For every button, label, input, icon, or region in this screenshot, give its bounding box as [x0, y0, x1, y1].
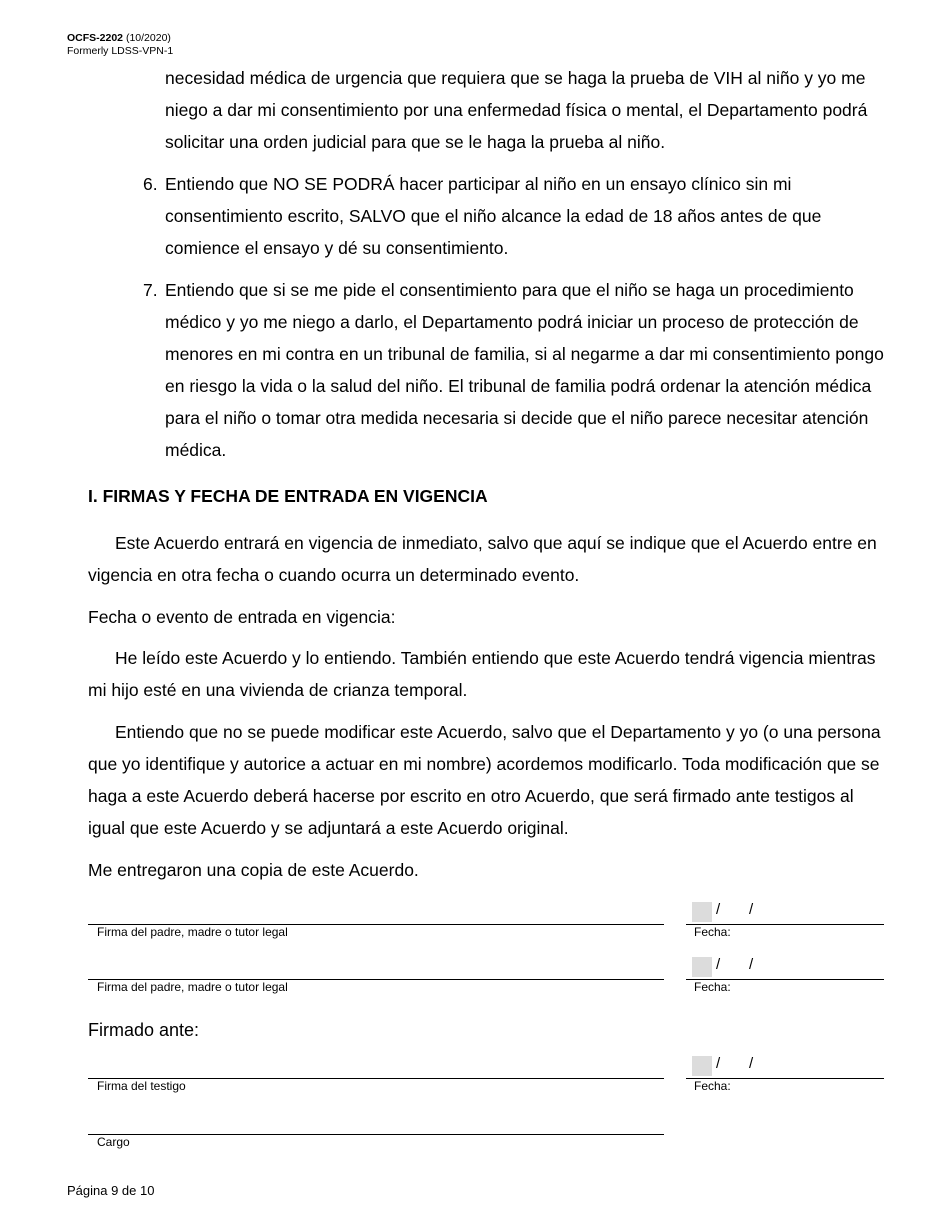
date-separator: / — [716, 901, 721, 918]
list-item-text: Entiendo que NO SE PODRÁ hacer participar al niño en un ensayo clínico sin mi consentimiento escrito, SALVO que el niño alcance la edad de 18 años antes de que comience el ensayo y dé su consentimiento. — [165, 174, 822, 258]
date-input-box[interactable] — [692, 1056, 712, 1076]
paragraph-understand: He leído este Acuerdo y lo entiendo. También entiendo que este Acuerdo tendrá vigencia mientras mi hijo esté en una vivienda de crianza temporal. — [88, 648, 876, 700]
parent-signature-label: Firma del padre, madre o tutor legal — [97, 980, 288, 994]
parent-signature-label: Firma del padre, madre o tutor legal — [97, 925, 288, 939]
date-separator: / — [749, 956, 754, 973]
parent-date-field-1[interactable] — [686, 902, 836, 922]
list-item-text: necesidad médica de urgencia que requiera que se haga la prueba de VIH al niño y yo me niego a dar mi consentimiento por una enfermedad física o mental, el Departamento podrá solicitar una orden judicial para que se le haga la prueba al niño. — [165, 68, 868, 152]
date-separator: / — [749, 1055, 754, 1072]
form-header — [67, 32, 173, 58]
signed-before-label: Firmado ante: — [88, 1020, 200, 1040]
witness-date-field[interactable] — [686, 1056, 836, 1076]
effective-date-label: Fecha o evento de entrada en vigencia: — [88, 607, 396, 627]
parent-date-field-2[interactable] — [686, 957, 836, 977]
date-separator: / — [716, 1055, 721, 1072]
date-label: Fecha: — [694, 1079, 731, 1093]
paragraph-effective: Este Acuerdo entrará en vigencia de inmediato, salvo que aquí se indique que el Acuerdo entre en vigencia en otra fecha o cuando ocurra un determinado evento. — [88, 533, 877, 585]
list-item-7 — [143, 274, 888, 466]
date-separator: / — [749, 901, 754, 918]
page-number: Página 9 de 10 — [67, 1183, 155, 1198]
date-label: Fecha: — [694, 925, 731, 939]
list-item-number: 7. — [143, 280, 158, 300]
title-label: Cargo — [97, 1135, 130, 1149]
section-title: I. FIRMAS Y FECHA DE ENTRADA EN VIGENCIA — [88, 486, 488, 506]
date-separator: / — [716, 956, 721, 973]
form-id: OCFS-2202 — [67, 32, 124, 44]
form-date: (10/2020) — [125, 32, 171, 44]
list-item-text: Entiendo que si se me pide el consentimiento para que el niño se haga un procedimiento médico y yo me niego a darlo, el Departamento podrá iniciar un proceso de protección de menores en mi contra en un tribunal de familia, si al negarme a dar mi consentimiento pongo en riesgo la vida o la salud del niño. El tribunal de familia podrá ordenar la atención médica para el niño o tomar otra medida necesaria si decide que el niño parece necesitar atención médica. — [165, 280, 884, 460]
date-label: Fecha: — [694, 980, 731, 994]
witness-signature-label: Firma del testigo — [97, 1079, 186, 1093]
date-input-box[interactable] — [692, 902, 712, 922]
list-item-6 — [143, 168, 888, 264]
formerly-id: Formerly LDSS-VPN-1 — [67, 45, 174, 57]
date-input-box[interactable] — [692, 957, 712, 977]
list-item-5-continued — [143, 62, 888, 158]
list-item-number: 6. — [143, 174, 158, 194]
title-line[interactable] — [88, 1134, 664, 1135]
paragraph-modification: Entiendo que no se puede modificar este Acuerdo, salvo que el Departamento y yo (o una persona que yo identifique y autorice a actuar en mi nombre) acordemos modificarlo. Toda modificación que se haga a este Acuerdo deberá hacerse por escrito en otro Acuerdo, que será firmado ante testigos al igual que este Acuerdo y se adjuntará a este Acuerdo original. — [88, 722, 881, 838]
paragraph-copy: Me entregaron una copia de este Acuerdo. — [88, 860, 419, 880]
